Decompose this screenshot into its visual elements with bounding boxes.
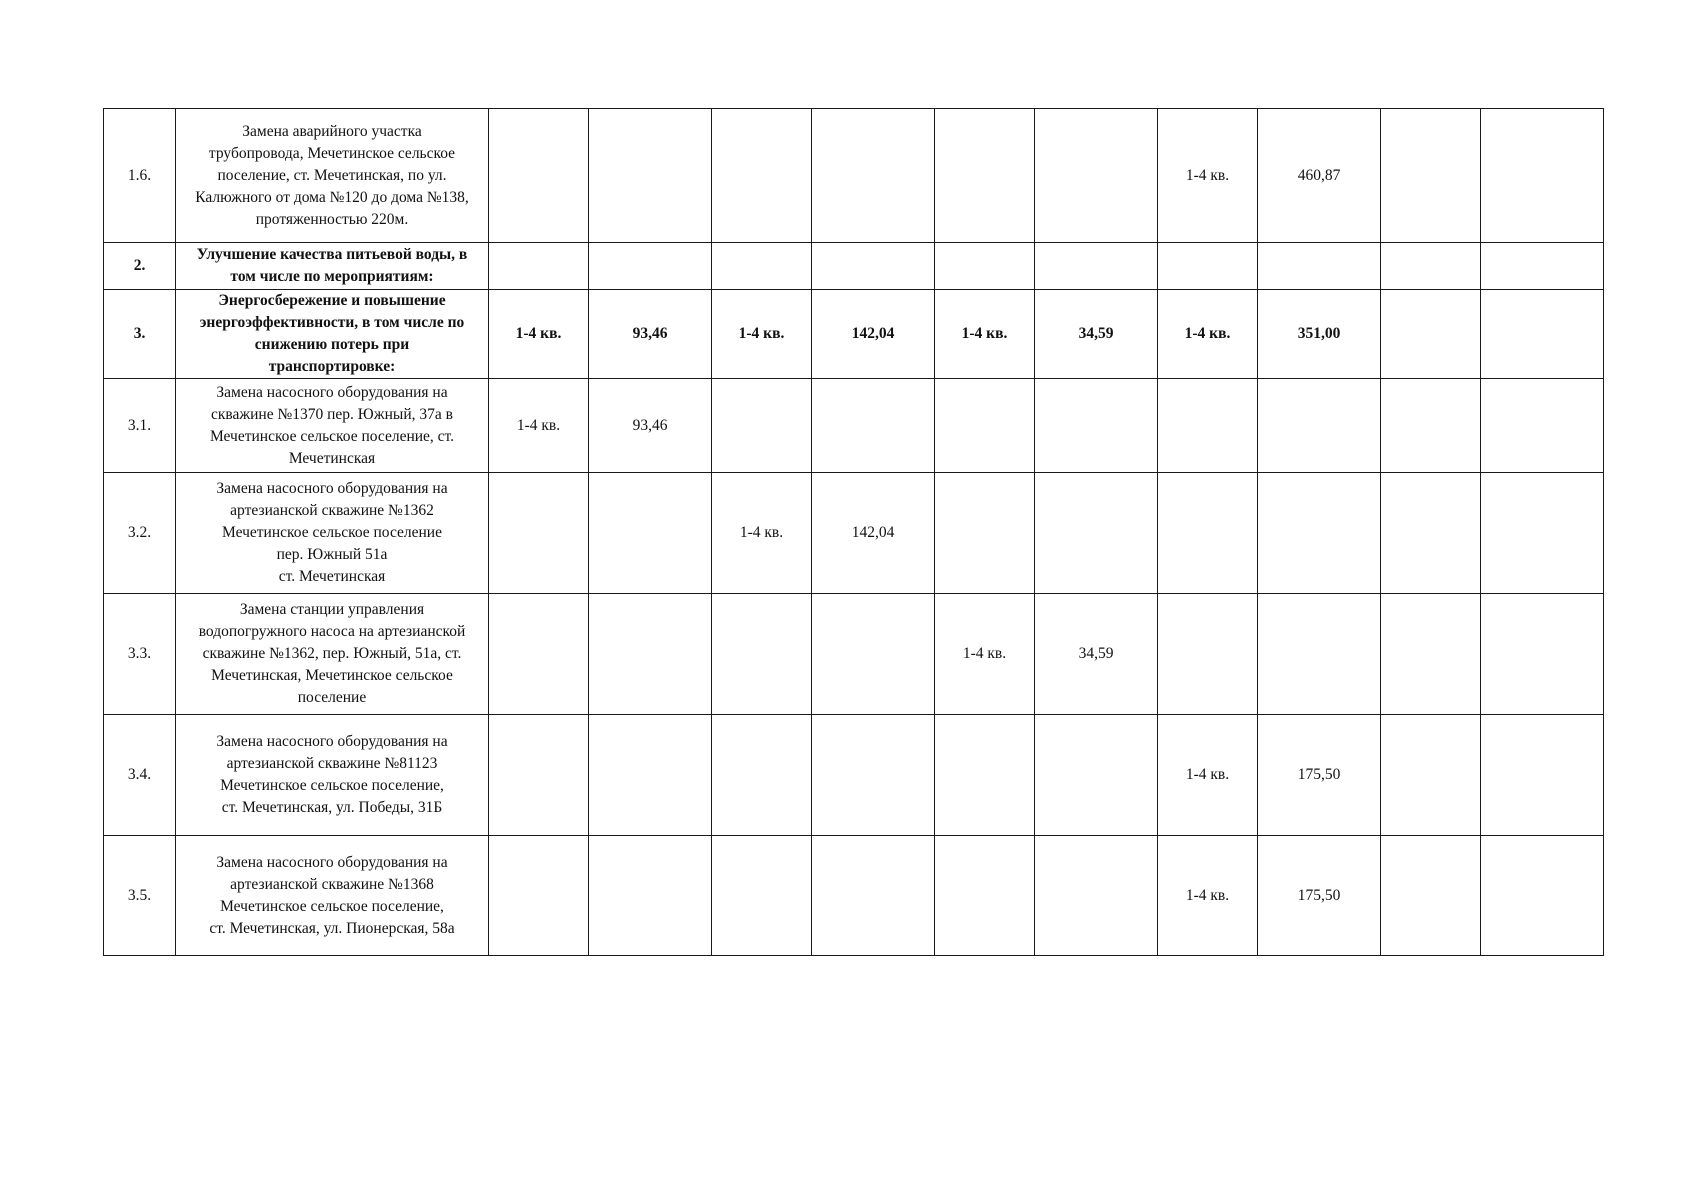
cell-row-number: 3. bbox=[104, 290, 176, 379]
cell-period-1 bbox=[489, 109, 589, 243]
cell-amount-3 bbox=[1035, 379, 1158, 473]
cell-measure-description: Энергосбережение и повышение энергоэффективности, в том числе по снижению потерь при транспортировке: bbox=[176, 290, 489, 379]
cell-amount-2: 142,04 bbox=[812, 290, 935, 379]
cell-amount-1 bbox=[589, 594, 712, 715]
table-row bbox=[104, 379, 1604, 473]
cell-period-1: 1-4 кв. bbox=[489, 379, 589, 473]
table-row bbox=[104, 715, 1604, 836]
cell-period-1 bbox=[489, 836, 589, 956]
cell-period-1 bbox=[489, 594, 589, 715]
cell-period-4 bbox=[1158, 379, 1258, 473]
cell-period-2 bbox=[712, 594, 812, 715]
cell-period-4: 1-4 кв. bbox=[1158, 715, 1258, 836]
cell-period-2 bbox=[712, 243, 812, 290]
table-row bbox=[104, 109, 1604, 243]
cell-period-1 bbox=[489, 715, 589, 836]
cell-amount-2 bbox=[812, 379, 935, 473]
cell-period-3 bbox=[935, 379, 1035, 473]
cell-amount-5 bbox=[1481, 715, 1604, 836]
cell-amount-2 bbox=[812, 109, 935, 243]
cell-period-5 bbox=[1381, 290, 1481, 379]
cell-amount-2: 142,04 bbox=[812, 473, 935, 594]
cell-amount-4: 175,50 bbox=[1258, 836, 1381, 956]
cell-period-2 bbox=[712, 379, 812, 473]
cell-amount-4: 351,00 bbox=[1258, 290, 1381, 379]
cell-period-2 bbox=[712, 109, 812, 243]
cell-amount-4 bbox=[1258, 243, 1381, 290]
cell-period-3: 1-4 кв. bbox=[935, 594, 1035, 715]
cell-amount-3: 34,59 bbox=[1035, 290, 1158, 379]
cell-period-5 bbox=[1381, 109, 1481, 243]
cell-measure-description: Замена насосного оборудования на артезианской скважине №1368 Мечетинское сельское поселение, ст. Мечетинская, ул. Пионерская, 58а bbox=[176, 836, 489, 956]
cell-amount-5 bbox=[1481, 109, 1604, 243]
cell-period-4 bbox=[1158, 594, 1258, 715]
cell-period-4 bbox=[1158, 243, 1258, 290]
cell-measure-description: Замена насосного оборудования на скважине №1370 пер. Южный, 37а в Мечетинское сельское поселение, ст. Мечетинская bbox=[176, 379, 489, 473]
table-body bbox=[104, 109, 1604, 956]
cell-period-4 bbox=[1158, 473, 1258, 594]
cell-amount-2 bbox=[812, 594, 935, 715]
cell-period-2 bbox=[712, 836, 812, 956]
cell-row-number: 3.3. bbox=[104, 594, 176, 715]
cell-amount-3 bbox=[1035, 473, 1158, 594]
cell-amount-2 bbox=[812, 715, 935, 836]
cell-amount-1 bbox=[589, 715, 712, 836]
cell-period-1 bbox=[489, 243, 589, 290]
cell-row-number: 2. bbox=[104, 243, 176, 290]
cell-amount-1: 93,46 bbox=[589, 379, 712, 473]
cell-amount-4 bbox=[1258, 473, 1381, 594]
cell-amount-1 bbox=[589, 243, 712, 290]
cell-period-3 bbox=[935, 473, 1035, 594]
cell-row-number: 3.2. bbox=[104, 473, 176, 594]
cell-period-5 bbox=[1381, 594, 1481, 715]
cell-row-number: 3.4. bbox=[104, 715, 176, 836]
cell-amount-4 bbox=[1258, 379, 1381, 473]
cell-period-1: 1-4 кв. bbox=[489, 290, 589, 379]
cell-period-2 bbox=[712, 715, 812, 836]
cell-period-4: 1-4 кв. bbox=[1158, 109, 1258, 243]
cell-period-4: 1-4 кв. bbox=[1158, 836, 1258, 956]
cell-amount-5 bbox=[1481, 594, 1604, 715]
cell-amount-1 bbox=[589, 836, 712, 956]
cell-amount-3: 34,59 bbox=[1035, 594, 1158, 715]
cell-period-3 bbox=[935, 109, 1035, 243]
cell-amount-3 bbox=[1035, 836, 1158, 956]
cell-amount-4 bbox=[1258, 594, 1381, 715]
cell-amount-4: 175,50 bbox=[1258, 715, 1381, 836]
measures-table bbox=[103, 108, 1604, 956]
table-row bbox=[104, 836, 1604, 956]
cell-amount-3 bbox=[1035, 715, 1158, 836]
cell-amount-3 bbox=[1035, 109, 1158, 243]
cell-period-5 bbox=[1381, 379, 1481, 473]
cell-period-5 bbox=[1381, 473, 1481, 594]
table-row bbox=[104, 290, 1604, 379]
cell-amount-5 bbox=[1481, 473, 1604, 594]
cell-row-number: 1.6. bbox=[104, 109, 176, 243]
cell-period-3: 1-4 кв. bbox=[935, 290, 1035, 379]
table-row bbox=[104, 473, 1604, 594]
cell-period-4: 1-4 кв. bbox=[1158, 290, 1258, 379]
cell-period-3 bbox=[935, 836, 1035, 956]
cell-measure-description: Замена станции управления водопогружного насоса на артезианской скважине №1362, пер. Южный, 51а, ст. Мечетинская, Мечетинское сельское поселение bbox=[176, 594, 489, 715]
cell-amount-5 bbox=[1481, 836, 1604, 956]
cell-period-2: 1-4 кв. bbox=[712, 290, 812, 379]
cell-amount-3 bbox=[1035, 243, 1158, 290]
cell-amount-4: 460,87 bbox=[1258, 109, 1381, 243]
cell-period-5 bbox=[1381, 243, 1481, 290]
cell-period-1 bbox=[489, 473, 589, 594]
cell-amount-1: 93,46 bbox=[589, 290, 712, 379]
cell-amount-1 bbox=[589, 109, 712, 243]
cell-row-number: 3.1. bbox=[104, 379, 176, 473]
cell-measure-description: Замена аварийного участка трубопровода, Мечетинское сельское поселение, ст. Мечетинская, по ул. Калюжного от дома №120 до дома №138, протяженностью 220м. bbox=[176, 109, 489, 243]
cell-amount-5 bbox=[1481, 290, 1604, 379]
table-row bbox=[104, 594, 1604, 715]
cell-period-5 bbox=[1381, 715, 1481, 836]
cell-period-5 bbox=[1381, 836, 1481, 956]
table-row bbox=[104, 243, 1604, 290]
cell-amount-1 bbox=[589, 473, 712, 594]
cell-period-3 bbox=[935, 715, 1035, 836]
cell-amount-5 bbox=[1481, 243, 1604, 290]
cell-period-3 bbox=[935, 243, 1035, 290]
cell-amount-2 bbox=[812, 836, 935, 956]
cell-measure-description: Улучшение качества питьевой воды, в том числе по мероприятиям: bbox=[176, 243, 489, 290]
cell-measure-description: Замена насосного оборудования на артезианской скважине №1362 Мечетинское сельское поселение пер. Южный 51а ст. Мечетинская bbox=[176, 473, 489, 594]
cell-amount-2 bbox=[812, 243, 935, 290]
cell-row-number: 3.5. bbox=[104, 836, 176, 956]
cell-measure-description: Замена насосного оборудования на артезианской скважине №81123 Мечетинское сельское поселение, ст. Мечетинская, ул. Победы, 31Б bbox=[176, 715, 489, 836]
cell-period-2: 1-4 кв. bbox=[712, 473, 812, 594]
cell-amount-5 bbox=[1481, 379, 1604, 473]
